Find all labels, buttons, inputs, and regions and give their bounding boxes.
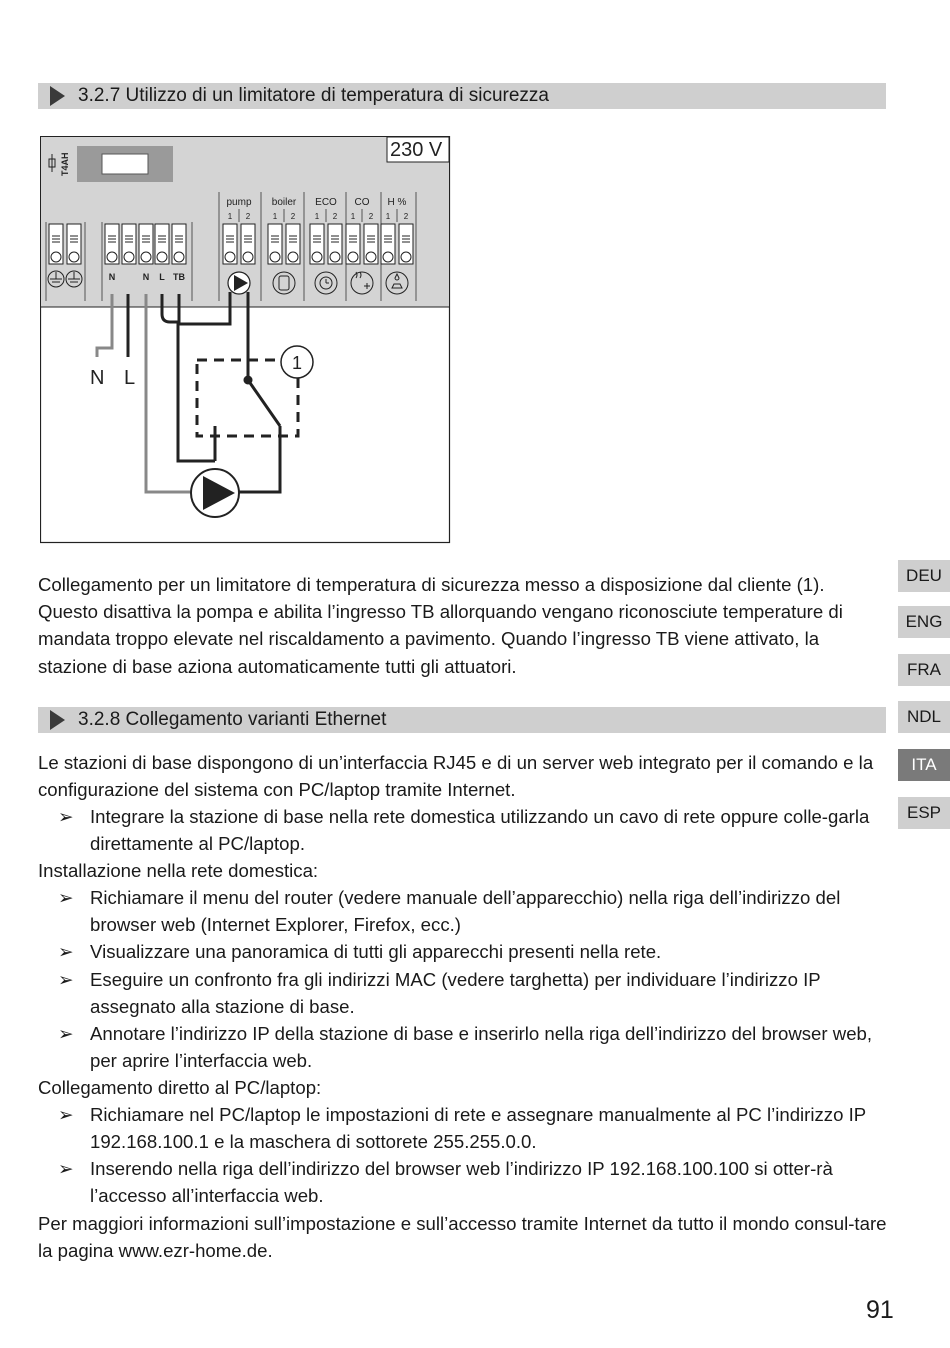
terminal-num: 1 xyxy=(385,212,391,221)
terminal-num: 2 xyxy=(403,212,409,221)
list-item: ➢ Annotare l’indirizzo IP della stazione di base e inserirlo nella riga dell’indirizzo del browser web, per aprire l’interfaccia web. xyxy=(58,1020,888,1074)
bullet-arrow-icon: ➢ xyxy=(58,1023,74,1044)
direct-heading: Collegamento diretto al PC/laptop: xyxy=(38,1077,322,1098)
terminal-num: 2 xyxy=(290,212,296,221)
list-item: ➢ Richiamare il menu del router (vedere manuale dell’apparecchio) nella riga dell’indirizzo del browser web (Internet Explorer, Firefox, ecc.) xyxy=(58,884,888,938)
terminal-num: 1 xyxy=(314,212,320,221)
tab-ita[interactable]: ITA xyxy=(898,749,950,781)
wiring-diagram xyxy=(40,136,452,546)
terminal-num: 1 xyxy=(272,212,278,221)
terminal-num: 1 xyxy=(227,212,233,221)
wire-label-l: L xyxy=(124,367,136,389)
section-title: 3.2.7 Utilizzo di un limitatore di temperatura di sicurezza xyxy=(78,85,549,106)
section-title: 3.2.8 Collegamento varianti Ethernet xyxy=(78,709,387,730)
tab-esp[interactable]: ESP xyxy=(898,797,950,829)
input-label-l: L xyxy=(159,272,165,282)
bullet-arrow-icon: ➢ xyxy=(58,1158,74,1179)
section-header-3-2-7 xyxy=(38,83,886,109)
tab-ndl[interactable]: NDL xyxy=(898,701,950,733)
tab-fra[interactable]: FRA xyxy=(898,654,950,686)
group-label-h: H % xyxy=(387,197,407,208)
ethernet-intro-paragraph: Le stazioni di base dispongono di un’interfaccia RJ45 e di un server web integrato per il comando e la configurazione del sistema con PC/laptop tramite Internet. xyxy=(38,752,874,801)
voltage-label: 230 V xyxy=(390,139,443,161)
fuse-label: T4AH xyxy=(60,152,70,176)
terminal-num: 2 xyxy=(245,212,251,221)
group-label-boiler: boiler xyxy=(271,197,297,208)
circulation-pump-icon xyxy=(191,469,239,517)
pump-icon xyxy=(228,272,250,294)
tab-deu[interactable]: DEU xyxy=(898,560,950,592)
group-label-co: CO xyxy=(354,197,370,208)
list-item: ➢ Inserendo nella riga dell’indirizzo del browser web l’indirizzo IP 192.168.100.100 si otter-rà l’accesso all’interfaccia web. xyxy=(58,1155,888,1209)
bullet-arrow-icon: ➢ xyxy=(58,941,74,962)
bullet-arrow-icon: ➢ xyxy=(58,969,74,990)
list-item: ➢ Eseguire un confronto fra gli indirizzi MAC (vedere targhetta) per individuare l’indirizzo IP assegnato alla stazione di base. xyxy=(58,966,888,1020)
bullet-arrow-icon: ➢ xyxy=(58,806,74,827)
list-item: ➢ Richiamare nel PC/laptop le impostazioni di rete e assegnare manualmente al PC l’indirizzo IP 192.168.100.1 e la maschera di sottorete 255.255.0.0. xyxy=(58,1101,888,1155)
input-label-tb: TB xyxy=(173,272,185,282)
wire-label-n: N xyxy=(90,367,105,389)
tab-eng[interactable]: ENG xyxy=(898,606,950,638)
group-label-pump: pump xyxy=(226,197,252,208)
footer-paragraph: Per maggiori informazioni sull’impostazione e sull’accesso tramite Internet da tutto il mondo consul-tare la pagina www.ezr-home.de. xyxy=(38,1213,887,1262)
callout-number: 1 xyxy=(291,353,303,373)
terminal-num: 2 xyxy=(332,212,338,221)
page-number: 91 xyxy=(866,1296,894,1324)
section-arrow-icon xyxy=(50,710,65,730)
bullet-arrow-icon: ➢ xyxy=(58,887,74,908)
list-item: ➢ Visualizzare una panoramica di tutti gli apparecchi presenti nella rete. xyxy=(58,938,888,965)
list-item: ➢ Integrare la stazione di base nella rete domestica utilizzando un cavo di rete oppure colle-garla direttamente al PC/laptop. xyxy=(58,803,888,857)
group-label-eco: ECO xyxy=(315,197,337,208)
display-window xyxy=(102,154,148,174)
install-heading: Installazione nella rete domestica: xyxy=(38,860,319,881)
terminal-num: 1 xyxy=(350,212,356,221)
terminal-num: 2 xyxy=(368,212,374,221)
section-arrow-icon xyxy=(50,86,65,106)
section-header-3-2-8 xyxy=(38,707,886,733)
description-paragraph: Collegamento per un limitatore di temperatura di sicurezza messo a disposizione dal cliente (1). Questo disattiva la pompa e abilita l’ingresso TB allorquando vengano riconosciute temperature di mandata troppo elevate nel riscaldamento a pavimento. Quando l’ingresso TB viene attivato, la stazione di base aziona automaticamente tutti gli attuatori. xyxy=(38,574,843,677)
input-label-n: N xyxy=(142,272,150,282)
input-label-n: N xyxy=(108,272,116,282)
bullet-arrow-icon: ➢ xyxy=(58,1104,74,1125)
